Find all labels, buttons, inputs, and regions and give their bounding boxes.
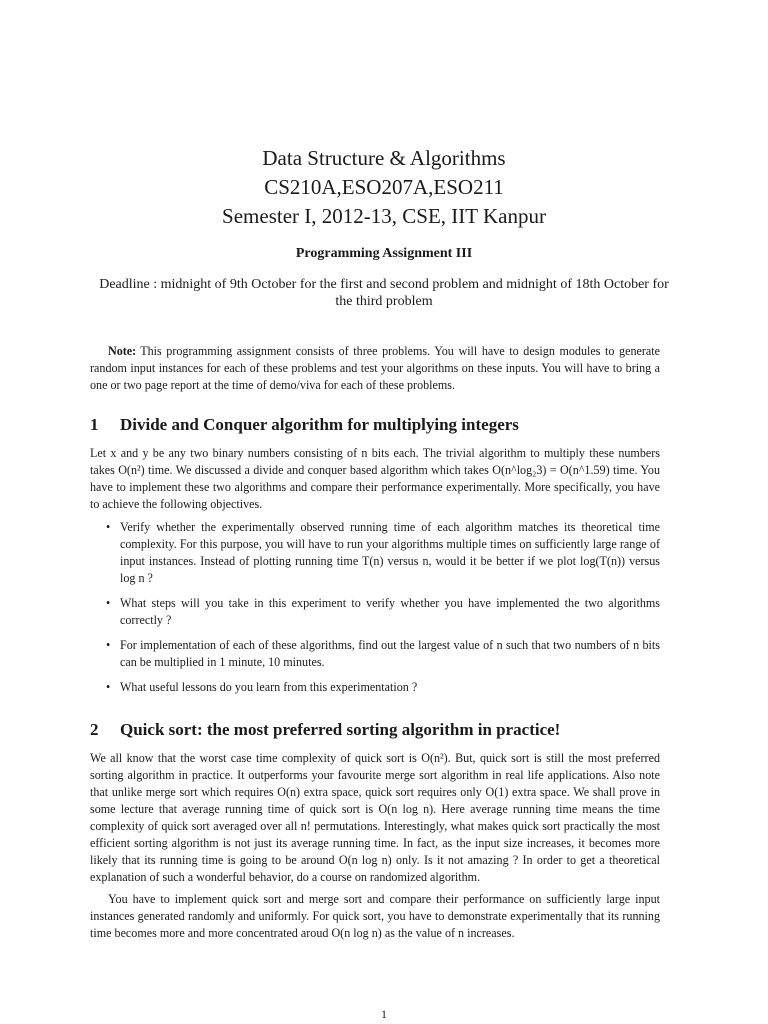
section-2-paragraph-1: We all know that the worst case time complexity of quick sort is O(n²). But, quick sort is still the most preferred sorting algorithm in practice. It outperforms your favourite merge sort algorithm in real life applications. Also note that unlike merge sort which requires O(n) extra space, quick sort requires only O(1) extra space. We shall prove in some lecture that average running time of quick sort is O(n log n). Here average running time means the time complexity of quick sort averaged over all n! permutations. Interestingly, what makes quick sort practically the most efficient sorting algorithm is not just its average running time. In fact, as the input size increases, it becomes more likely that its running time is going to be around O(n log n) only. Is it not amazing ? In order to get a theoretical explanation of such a wonderful behavior, do a course on randomized algorithm. <box>90 751 660 884</box>
section-2-heading <box>90 720 680 740</box>
section-1-intro: Let x and y be any two binary numbers consisting of n bits each. The trivial algorithm to multiply these numbers takes O(n²) time. We discussed a divide and conquer based algorithm which takes O(n^log₂3) = O(n^1.59) time. You have to implement these two algorithms and compare their performance experimentally. More specifically, you have to achieve the following objectives. <box>90 446 660 511</box>
objective-text: What useful lessons do you learn from this experimentation ? <box>120 680 418 694</box>
note-text: This programming assignment consists of three problems. You will have to design modules to generate random input instances for each of these problems and test your algorithms on these inputs. You will have to bring a one or two page report at the time of demo/viva for each of these problems. <box>90 344 660 392</box>
course-codes: CS210A,ESO207A,ESO211 <box>264 175 504 199</box>
section-2-title: Quick sort: the most preferred sorting algorithm in practice! <box>120 720 561 739</box>
deadline-text: Deadline : midnight of 9th October for the first and second problem and midnight of 18th October for the third problem <box>99 277 669 309</box>
assignment-subtitle: Programming Assignment III <box>295 246 473 261</box>
course-title: Data Structure & Algorithms <box>262 146 506 170</box>
bullet-icon: • <box>106 680 111 694</box>
section-1-heading <box>90 415 680 435</box>
section-2-number: 2 <box>90 720 99 739</box>
section-1-title: Divide and Conquer algorithm for multiplying integers <box>120 415 519 434</box>
objective-text: Verify whether the experimentally observed running time of each algorithm matches its theoretical time complexity. For this purpose, you will have to run your algorithms multiple times on sufficiently large range of input instances. Instead of plotting running time T(n) versus n, would it be better if we plot log(T(n)) versus log n ? <box>120 520 660 585</box>
section-2-paragraph-2: You have to implement quick sort and merge sort and compare their performance on sufficiently large input instances generated randomly and uniformly. For quick sort, you have to demonstrate experimentally that its running time becomes more and more concentrated aroud O(n log n) as the value of n increases. <box>90 892 660 940</box>
bullet-icon: • <box>106 596 111 610</box>
page-number: 1 <box>381 1007 387 1021</box>
objective-item <box>90 637 660 671</box>
bullet-icon: • <box>106 638 111 652</box>
objective-item <box>90 679 660 696</box>
section-1-number: 1 <box>90 415 99 434</box>
note-lead: Note: <box>108 344 137 358</box>
objective-item <box>90 519 660 587</box>
note-paragraph <box>90 343 660 394</box>
objective-item <box>90 595 660 629</box>
title-block <box>0 144 768 231</box>
bullet-icon: • <box>106 520 111 534</box>
objective-text: What steps will you take in this experiment to verify whether you have implemented the two algorithms correctly ? <box>120 596 660 627</box>
semester-line: Semester I, 2012-13, CSE, IIT Kanpur <box>222 204 546 228</box>
objective-text: For implementation of each of these algorithms, find out the largest value of n such that two numbers of n bits can be multiplied in 1 minute, 10 minutes. <box>120 638 660 669</box>
